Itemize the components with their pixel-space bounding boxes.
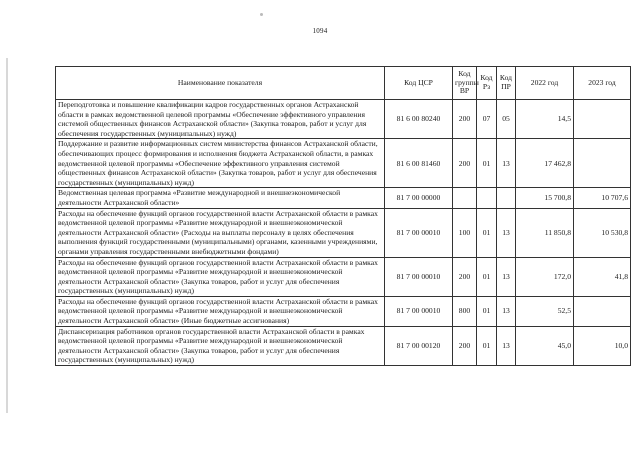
row-vr: 200 bbox=[453, 139, 477, 188]
row-2022: 11 850,8 bbox=[516, 208, 574, 257]
header-csr: Код ЦСР bbox=[385, 67, 453, 100]
scan-edge-shadow bbox=[6, 58, 8, 413]
row-vr bbox=[453, 188, 477, 208]
row-2023: 10,0 bbox=[574, 326, 631, 365]
header-pr: Код ПР bbox=[497, 67, 516, 100]
row-pr: 13 bbox=[497, 296, 516, 326]
row-vr: 800 bbox=[453, 296, 477, 326]
row-name: Расходы на обеспечение функций органов государственной власти Астраханской области в рамках ведомственной целевой программы «Развитие международной и внешнеэкономической деятельности Астраханской области» (Закупка товаров, работ и услуг для обеспечения государственных (муниципальных) нужд) bbox=[56, 257, 385, 296]
row-2022: 172,0 bbox=[516, 257, 574, 296]
table-row bbox=[56, 188, 631, 208]
row-2022: 52,5 bbox=[516, 296, 574, 326]
table-row bbox=[56, 326, 631, 365]
budget-table bbox=[55, 66, 631, 366]
row-vr: 100 bbox=[453, 208, 477, 257]
row-rz: 07 bbox=[477, 100, 497, 139]
header-rz: Код Рз bbox=[477, 67, 497, 100]
row-2023 bbox=[574, 100, 631, 139]
row-csr: 81 7 00 00000 bbox=[385, 188, 453, 208]
row-csr: 81 7 00 00010 bbox=[385, 208, 453, 257]
row-pr: 13 bbox=[497, 257, 516, 296]
row-2023 bbox=[574, 296, 631, 326]
row-csr: 81 6 00 80240 bbox=[385, 100, 453, 139]
row-2023: 10 707,6 bbox=[574, 188, 631, 208]
row-pr: 13 bbox=[497, 326, 516, 365]
header-2022: 2022 год bbox=[516, 67, 574, 100]
row-2022: 15 700,8 bbox=[516, 188, 574, 208]
page-number: 1094 bbox=[312, 27, 328, 35]
row-csr: 81 7 00 00010 bbox=[385, 257, 453, 296]
row-rz: 01 bbox=[477, 257, 497, 296]
row-name: Расходы на обеспечение функций органов государственной власти Астраханской области в рамках ведомственной целевой программы «Развитие международной и внешнеэкономической деятельности Астраханской области» (Расходы на выплаты персоналу в целях обеспечения выполнения функций государственными (муниципальными) органами, казенными учреждениями, органами управления государственными внебюджетными фондами) bbox=[56, 208, 385, 257]
table-row bbox=[56, 139, 631, 188]
row-vr: 200 bbox=[453, 257, 477, 296]
row-name: Поддержание и развитие информационных систем министерства финансов Астраханской области, обеспечивающих процесс формирования и исполнения бюджета Астраханской области, в рамках ведомственной целевой программы «Обеспечение эффективного управления системой общественных финансов Астраханской области» (Закупка товаров, работ и услуг для обеспечения государственных (муниципальных) нужд) bbox=[56, 139, 385, 188]
header-name: Наименование показателя bbox=[56, 67, 385, 100]
row-rz bbox=[477, 188, 497, 208]
row-vr: 200 bbox=[453, 100, 477, 139]
row-pr: 05 bbox=[497, 100, 516, 139]
row-pr: 13 bbox=[497, 139, 516, 188]
row-2022: 45,0 bbox=[516, 326, 574, 365]
row-csr: 81 7 00 00120 bbox=[385, 326, 453, 365]
row-vr: 200 bbox=[453, 326, 477, 365]
table-row bbox=[56, 296, 631, 326]
row-name: Расходы на обеспечение функций органов государственной власти Астраханской области в рамках ведомственной целевой программы «Развитие международной и внешнеэкономической деятельности Астраханской области» (Иные бюджетные ассигнования) bbox=[56, 296, 385, 326]
row-pr bbox=[497, 188, 516, 208]
row-rz: 01 bbox=[477, 296, 497, 326]
row-2023: 41,8 bbox=[574, 257, 631, 296]
row-2023 bbox=[574, 139, 631, 188]
table-header-row bbox=[56, 67, 631, 100]
row-name: Диспансеризация работников органов государственной власти Астраханской области в рамках ведомственной целевой программы «Развитие международной и внешнеэкономической деятельности Астраханской области» (Закупка товаров, работ и услуг для обеспечения государственных (муниципальных) нужд) bbox=[56, 326, 385, 365]
row-csr: 81 7 00 00010 bbox=[385, 296, 453, 326]
header-vr: Код группы ВР bbox=[453, 67, 477, 100]
row-rz: 01 bbox=[477, 326, 497, 365]
table-row bbox=[56, 100, 631, 139]
row-name: Ведомственная целевая программа «Развитие международной и внешнеэкономической деятельности Астраханской области» bbox=[56, 188, 385, 208]
table-row bbox=[56, 257, 631, 296]
header-2023: 2023 год bbox=[574, 67, 631, 100]
row-pr: 13 bbox=[497, 208, 516, 257]
row-rz: 01 bbox=[477, 208, 497, 257]
row-2022: 17 462,8 bbox=[516, 139, 574, 188]
row-csr: 81 6 00 81460 bbox=[385, 139, 453, 188]
row-name: Переподготовка и повышение квалификации кадров государственных органов Астраханской области в рамках ведомственной целевой программы «Обеспечение эффективного управления системой общественных финансов Астраханской области» (Закупка товаров, работ и услуг для обеспечения государственных (муниципальных) нужд) bbox=[56, 100, 385, 139]
row-rz: 01 bbox=[477, 139, 497, 188]
row-2022: 14,5 bbox=[516, 100, 574, 139]
row-2023: 10 530,8 bbox=[574, 208, 631, 257]
table-row bbox=[56, 208, 631, 257]
scan-speck bbox=[260, 13, 263, 16]
